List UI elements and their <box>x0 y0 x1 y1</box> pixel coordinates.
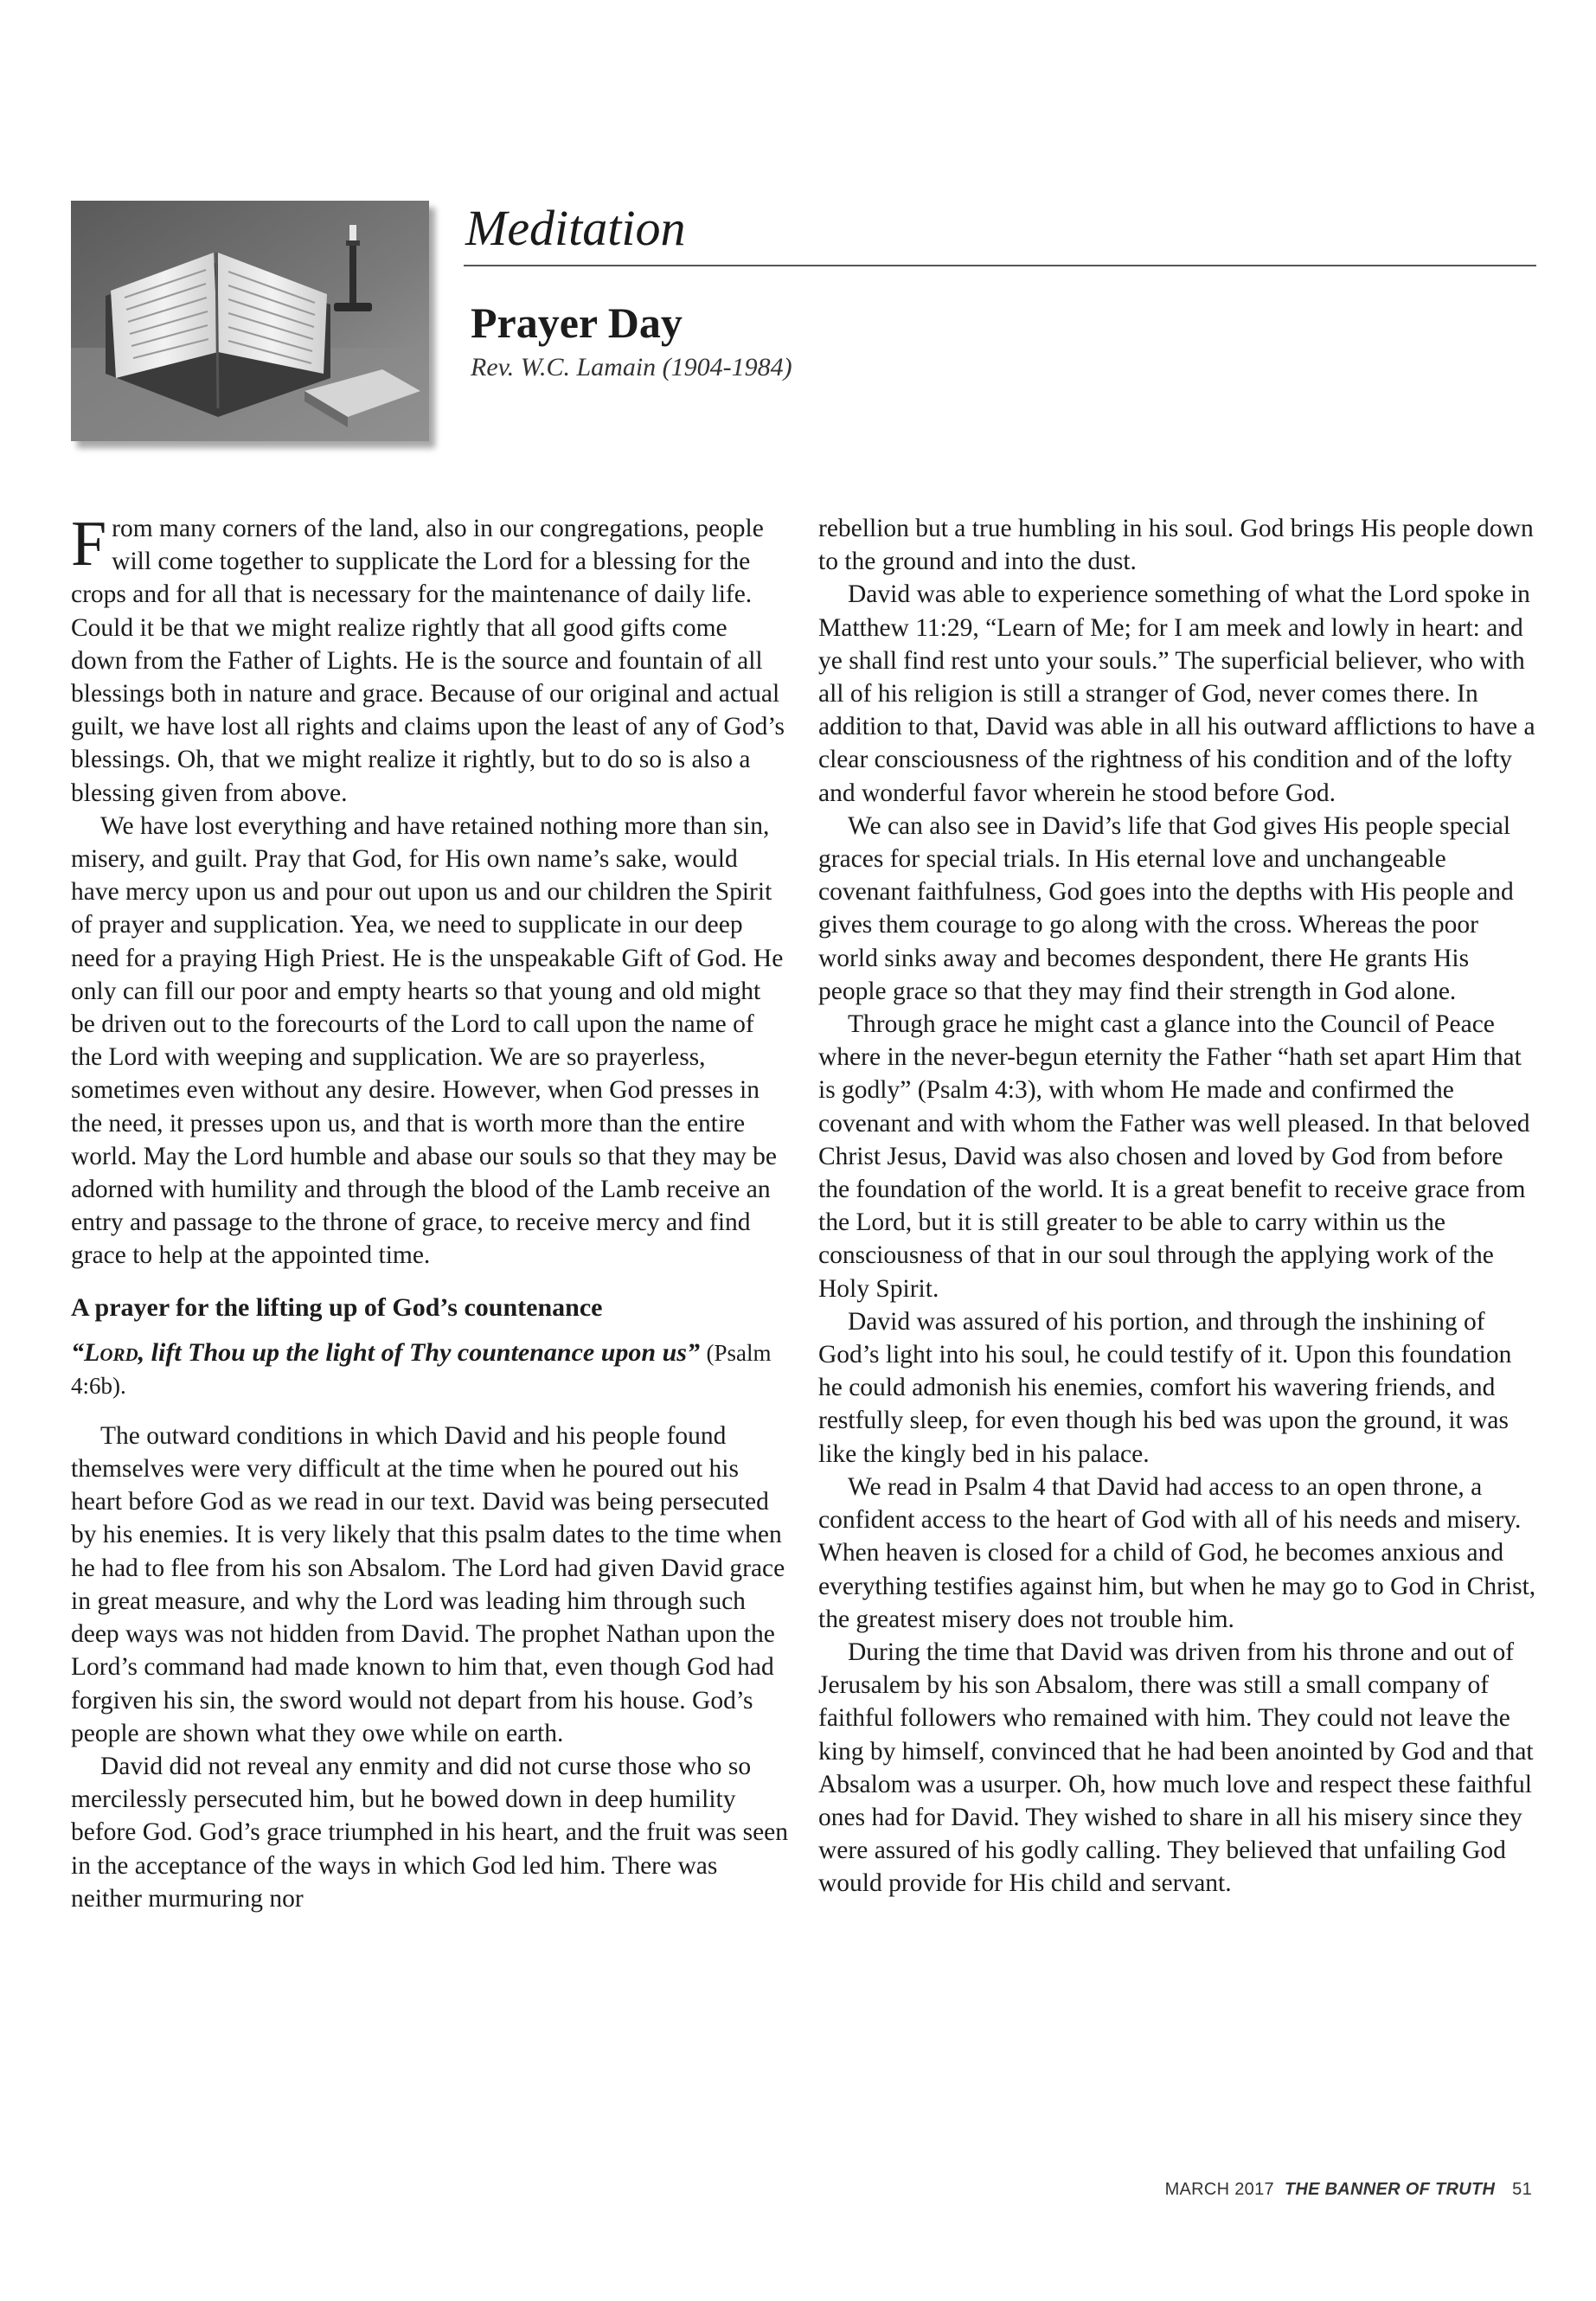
page-footer <box>1165 2180 1532 2200</box>
page-number: 51 <box>1512 2180 1532 2199</box>
paragraph: We read in Psalm 4 that David had access to an open throne, a confident access to the heart of God with all of his needs and misery. When heaven is closed for a child of God, he becomes anxious and everything testifies against him, but when he may go to God in Christ, the greatest misery does not trouble him. <box>818 1472 1536 1633</box>
paragraph: rebellion but a true humbling in his soul. God brings His people down to the ground and into the dust. <box>818 515 1534 576</box>
paragraph: The outward conditions in which David and his people found themselves were very difficult at the time when he poured out his heart before God as we read in our text. David was being persecuted by his enemies. It is very likely that this psalm dates to the time when he had to flee from his son Absalom. The Lord had given David grace in great measure, and why the Lord was leading him through such deep ways was not hidden from David. The prophet Nathan upon the Lord’s command had made known to him that, even though God had forgiven his sin, the sword would not depart from his house. God’s people are shown what they owe while on earth. <box>71 1421 785 1747</box>
scripture-quote <box>71 1336 789 1402</box>
paragraph: David was able to experience something of what the Lord spoke in Matthew 11:29, “Learn of Me; for I am meek and lowly in heart: and ye shall find rest unto your souls.” The superficial believer, who with all of his religion is still a stranger of God, never comes there. In addition to that, David was able in all his outward afflictions to have a clear consciousness of the rightness of his condition and of the lofty and wonderful favor wherein he stood before God. <box>818 580 1535 807</box>
title-divider <box>464 265 1536 266</box>
left-column <box>71 509 789 1915</box>
paragraph: We can also see in David’s life that God gives His people special graces for special trials. In His eternal love and unchangeable covenant faithfulness, God goes into the depths with His people and gives them courage to go along with the cross. Whereas the poor world sinks away and becomes despondent, there He grants His people grace so that they may find their strength in God alone. <box>818 811 1514 1005</box>
scripture-text: , lift Thou up the light of Thy countenance upon us” <box>138 1337 700 1367</box>
paragraph: Through grace he might cast a glance into the Council of Peace where in the never-begun eternity the Father “hath set apart Him that is godly” (Psalm 4:3), with whom He made and confirmed the covenant and with whom the Father was well pleased. In that beloved Christ Jesus, David was also chosen and loved by God from before the foundation of the world. It is a great benefit to receive grace from the Lord, but it is still greater to be able to carry within us the consciousness of that in our soul through the applying work of the Holy Spirit. <box>818 1010 1530 1303</box>
scripture-lord: Lord <box>84 1337 138 1367</box>
author-byline: Rev. W.C. Lamain (1904-1984) <box>471 353 792 381</box>
issue-date: MARCH 2017 <box>1164 2180 1274 2199</box>
paragraph: David did not reveal any enmity and did not curse those who so mercilessly persecuted him, but he bowed down in deep humility before God. God’s grace triumphed in his heart, and the fruit was seen in the acceptance of the ways in which God led him. There was neither murmuring nor <box>71 1752 789 1913</box>
article-title: Prayer Day <box>471 298 683 347</box>
publication-name: THE BANNER OF TRUTH <box>1284 2180 1496 2199</box>
subheading: A prayer for the lifting up of God’s countenance <box>71 1292 603 1322</box>
paragraph-text: rom many corners of the land, also in our congregations, people will come together to supplicate the Lord for a blessing for the crops and for all that is necessary for the maintenance of daily life. Could it be that we might realize rightly that all good gifts come down from the Father of Lights. He is the source and fountain of all blessings both in nature and grace. Because of our original and actual guilt, we have lost all rights and claims upon the least of any of God’s blessings. Oh, that we might realize it rightly, but to do so is also a blessing given from above. <box>71 515 785 807</box>
quote-mark: “ <box>71 1337 84 1367</box>
paragraph: David was assured of his portion, and through the inshining of God’s light into his soul, he could testify of it. Upon this foundation he could admonish his enemies, comfort his wavering friends, and restfully sleep, for even though his bed was upon the ground, it was like the kingly bed in his palace. <box>818 1307 1512 1468</box>
paragraph: We have lost everything and have retained nothing more than sin, misery, and guilt. Pray that God, for His own name’s sake, would have mercy upon us and pour out upon us and our children the Spirit of prayer and supplication. Yea, we need to supplicate in our deep need for a praying High Priest. He is the unspeakable Gift of God. He only can fill our poor and empty hearts so that young and old might be driven out to the forecourts of the Lord to call upon the name of the Lord with weeping and supplication. We are so prayerless, sometimes even without any desire. However, when God presses in the need, it presses upon us, and that is worth more than the entire world. May the Lord humble and abase our souls so that they may be adorned with humility and through the blood of the Lamb receive an entry and passage to the throne of grace, to receive mercy and find grace to help at the appointed time. <box>71 811 784 1270</box>
scripture-reference: (Psalm 4:6b). <box>71 1339 772 1399</box>
paragraph: During the time that David was driven from his throne and out of Jerusalem by his son Absalom, there was still a small company of faithful followers who remained with him. They could not leave the king by himself, convinced that he had been anointed by God and that Absalom was a usurper. Oh, how much love and respect these faithful ones had for David. They wished to share in all his misery since they were assured of his godly calling. They believed that unfailing God would provide for His child and servant. <box>818 1638 1534 1898</box>
right-column <box>818 512 1536 1900</box>
drop-cap: F <box>71 509 107 580</box>
section-title: Meditation <box>465 200 686 256</box>
open-bible-illustration <box>71 201 429 441</box>
paragraph <box>71 509 789 810</box>
